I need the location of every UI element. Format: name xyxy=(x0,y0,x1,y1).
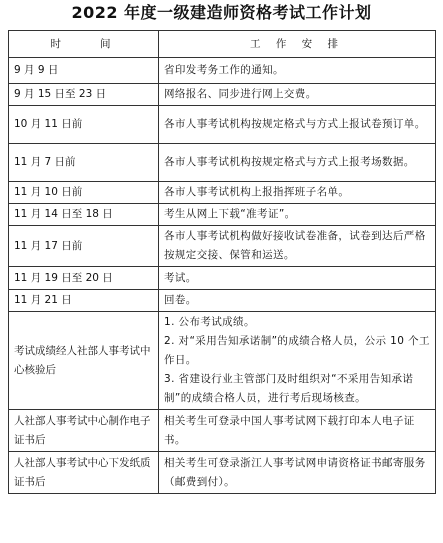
row-time: 人社部人事考试中心下发纸质证书后 xyxy=(9,452,159,494)
task-line: 3. 省建设行业主管部门及时组织对“不采用告知承诺制”的成绩合格人员，进行考后现场核查。 xyxy=(164,373,414,404)
row-task xyxy=(159,267,436,290)
row-task xyxy=(159,204,436,226)
page-title: 2022 年度一级建造师资格考试工作计划 xyxy=(71,3,372,22)
row-task xyxy=(159,290,436,312)
row-task xyxy=(159,58,436,84)
task-line: 2. 对“采用告知承诺制”的成绩合格人员，公示 10 个工作日。 xyxy=(164,335,430,366)
row-time: 11 月 10 日前 xyxy=(9,182,159,204)
task-line: 省印发考务工作的通知。 xyxy=(164,64,284,76)
row-time: 11 月 19 日至 20 日 xyxy=(9,267,159,290)
task-line: 各市人事考试机构上报指挥班子名单。 xyxy=(164,186,350,198)
table-row xyxy=(9,106,436,144)
row-time: 11 月 7 日前 xyxy=(9,144,159,182)
table-row xyxy=(9,144,436,182)
table-row xyxy=(9,226,436,267)
table-row xyxy=(9,312,436,410)
task-line: 各市人事考试机构按规定格式与方式上报考场数据。 xyxy=(164,156,415,168)
row-task xyxy=(159,106,436,144)
table-row xyxy=(9,267,436,290)
row-time: 11 月 17 日前 xyxy=(9,226,159,267)
table-row xyxy=(9,410,436,452)
task-line: 考生从网上下载“准考证”。 xyxy=(164,208,296,220)
row-time: 9 月 15 日至 23 日 xyxy=(9,84,159,106)
row-time: 人社部人事考试中心制作电子证书后 xyxy=(9,410,159,452)
task-line: 各市人事考试机构做好接收试卷准备，试卷到达后严格按规定交接、保管和运送。 xyxy=(164,230,426,261)
row-time: 考试成绩经人社部人事考试中心核验后 xyxy=(9,312,159,410)
header-time: 时 间 xyxy=(9,31,159,58)
table-row xyxy=(9,290,436,312)
row-time: 11 月 14 日至 18 日 xyxy=(9,204,159,226)
table-row xyxy=(9,58,436,84)
task-line: 相关考生可登录浙江人事考试网申请资格证书邮寄服务（邮费到付）。 xyxy=(164,456,426,488)
row-task xyxy=(159,410,436,452)
row-task xyxy=(159,144,436,182)
row-time: 9 月 9 日 xyxy=(9,58,159,84)
table-row xyxy=(9,452,436,494)
row-task xyxy=(159,182,436,204)
row-time: 10 月 11 日前 xyxy=(9,106,159,144)
row-time: 11 月 21 日 xyxy=(9,290,159,312)
task-line: 网络报名、同步进行网上交费。 xyxy=(164,88,317,100)
task-line: 各市人事考试机构按规定格式与方式上报试卷预订单。 xyxy=(164,118,426,130)
schedule-table xyxy=(8,30,436,494)
task-line: 回卷。 xyxy=(164,294,197,306)
row-task xyxy=(159,452,436,494)
table-body xyxy=(9,58,436,494)
row-task xyxy=(159,226,436,267)
table-header-row xyxy=(9,31,436,58)
row-task xyxy=(159,312,436,410)
task-line: 相关考生可登录中国人事考试网下载打印本人电子证书。 xyxy=(164,414,415,446)
header-task: 工 作 安 排 xyxy=(159,31,436,58)
table-row xyxy=(9,204,436,226)
task-line: 考试。 xyxy=(164,271,197,284)
table-row xyxy=(9,182,436,204)
row-task xyxy=(159,84,436,106)
task-line: 1. 公布考试成绩。 xyxy=(164,316,255,328)
table-row xyxy=(9,84,436,106)
